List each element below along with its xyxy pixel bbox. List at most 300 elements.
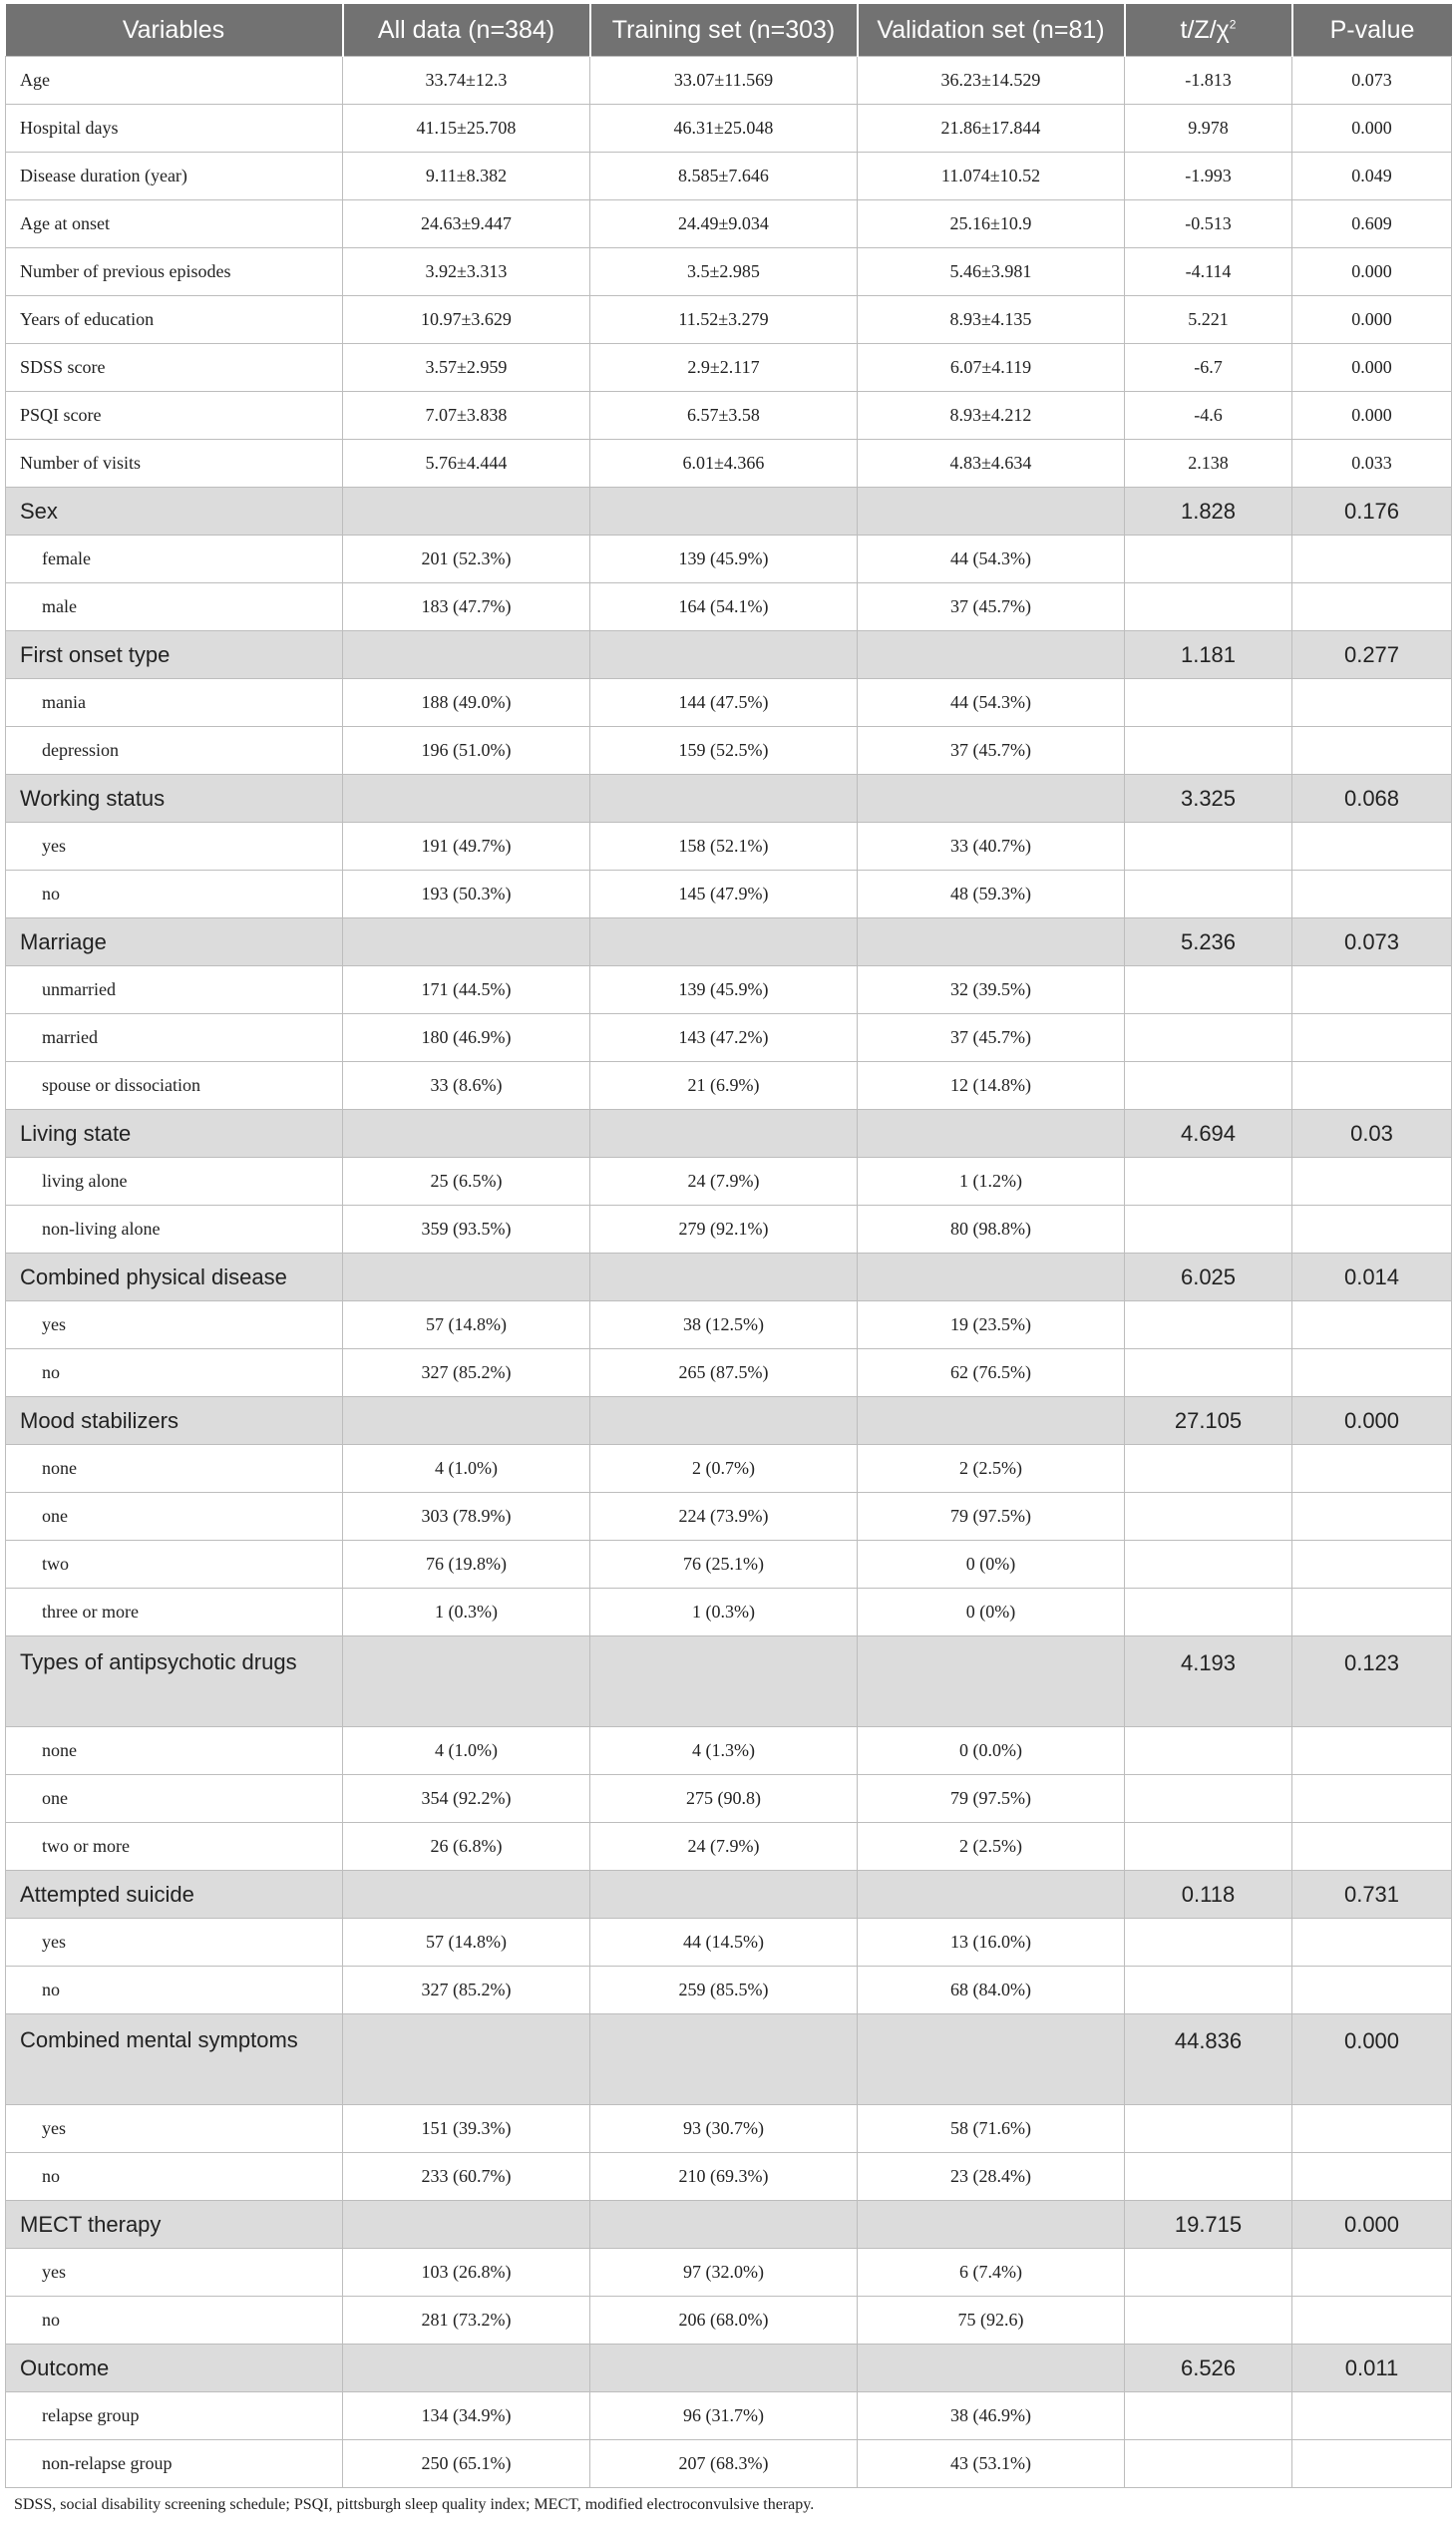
- cell-p-value: 0.731: [1292, 1871, 1452, 1919]
- cell-all-data: 196 (51.0%): [343, 727, 590, 775]
- table-row: [6, 1727, 1452, 1775]
- cell-all-data: 25 (6.5%): [343, 1158, 590, 1206]
- cell-all-data: [343, 2201, 590, 2249]
- table-row: [6, 1541, 1452, 1589]
- cell-all-data: 7.07±3.838: [343, 392, 590, 440]
- cell-training-set: [590, 1636, 858, 1727]
- cell-all-data: 191 (49.7%): [343, 823, 590, 871]
- cell-training-set: 6.01±4.366: [590, 440, 858, 488]
- cell-validation-set: [858, 1397, 1125, 1445]
- cell-training-set: 158 (52.1%): [590, 823, 858, 871]
- cell-p-value: [1292, 1541, 1452, 1589]
- table-row: [6, 1967, 1452, 2014]
- cell-validation-set: 5.46±3.981: [858, 248, 1125, 296]
- cell-statistic: [1125, 1589, 1292, 1636]
- cell-training-set: 46.31±25.048: [590, 105, 858, 153]
- cell-p-value: 0.609: [1292, 200, 1452, 248]
- cell-all-data: 57 (14.8%): [343, 1301, 590, 1349]
- cell-training-set: 275 (90.8): [590, 1775, 858, 1823]
- cell-all-data: 26 (6.8%): [343, 1823, 590, 1871]
- table-row: [6, 105, 1452, 153]
- cell-training-set: [590, 2345, 858, 2392]
- cell-training-set: 38 (12.5%): [590, 1301, 858, 1349]
- cell-variable: Number of previous episodes: [6, 248, 343, 296]
- cell-all-data: 151 (39.3%): [343, 2105, 590, 2153]
- cell-variable: MECT therapy: [6, 2201, 343, 2249]
- cell-p-value: [1292, 2105, 1452, 2153]
- cell-statistic: [1125, 823, 1292, 871]
- cell-training-set: [590, 488, 858, 536]
- cell-p-value: [1292, 1206, 1452, 1254]
- cell-p-value: 0.03: [1292, 1110, 1452, 1158]
- cell-p-value: [1292, 2440, 1452, 2488]
- cell-training-set: 24 (7.9%): [590, 1823, 858, 1871]
- cell-all-data: 327 (85.2%): [343, 1967, 590, 2014]
- cell-validation-set: 32 (39.5%): [858, 966, 1125, 1014]
- cell-all-data: 1 (0.3%): [343, 1589, 590, 1636]
- cell-statistic: [1125, 2392, 1292, 2440]
- cell-statistic: [1125, 1014, 1292, 1062]
- cell-validation-set: 0 (0%): [858, 1541, 1125, 1589]
- table-row: [6, 2392, 1452, 2440]
- table-row: [6, 1823, 1452, 1871]
- cell-validation-set: [858, 1254, 1125, 1301]
- cell-all-data: 3.92±3.313: [343, 248, 590, 296]
- cell-variable: Attempted suicide: [6, 1871, 343, 1919]
- cell-p-value: 0.000: [1292, 392, 1452, 440]
- cell-variable: Number of visits: [6, 440, 343, 488]
- cell-all-data: [343, 488, 590, 536]
- cell-validation-set: [858, 2014, 1125, 2105]
- cell-training-set: 279 (92.1%): [590, 1206, 858, 1254]
- cell-all-data: [343, 1871, 590, 1919]
- cell-validation-set: 37 (45.7%): [858, 727, 1125, 775]
- cell-all-data: 193 (50.3%): [343, 871, 590, 918]
- cell-training-set: [590, 1397, 858, 1445]
- cell-p-value: [1292, 1349, 1452, 1397]
- cell-variable: Mood stabilizers: [6, 1397, 343, 1445]
- header-p-value: P-value: [1292, 4, 1452, 57]
- cell-p-value: [1292, 2297, 1452, 2345]
- cell-p-value: [1292, 1727, 1452, 1775]
- cell-statistic: [1125, 1775, 1292, 1823]
- cell-p-value: [1292, 2153, 1452, 2201]
- table-row: [6, 536, 1452, 583]
- cell-all-data: 33 (8.6%): [343, 1062, 590, 1110]
- cell-all-data: 4 (1.0%): [343, 1727, 590, 1775]
- cell-training-set: 144 (47.5%): [590, 679, 858, 727]
- cell-variable: mania: [6, 679, 343, 727]
- table-row: [6, 1206, 1452, 1254]
- cell-training-set: 96 (31.7%): [590, 2392, 858, 2440]
- cell-training-set: 207 (68.3%): [590, 2440, 858, 2488]
- cell-p-value: [1292, 1158, 1452, 1206]
- cell-validation-set: 19 (23.5%): [858, 1301, 1125, 1349]
- cell-variable: two: [6, 1541, 343, 1589]
- cell-all-data: [343, 918, 590, 966]
- table-row: [6, 1062, 1452, 1110]
- cell-validation-set: 0 (0.0%): [858, 1727, 1125, 1775]
- cell-training-set: 206 (68.0%): [590, 2297, 858, 2345]
- cell-p-value: 0.000: [1292, 2014, 1452, 2105]
- cell-p-value: 0.011: [1292, 2345, 1452, 2392]
- cell-statistic: [1125, 536, 1292, 583]
- table-row: [6, 871, 1452, 918]
- cell-training-set: 2 (0.7%): [590, 1445, 858, 1493]
- cell-training-set: 259 (85.5%): [590, 1967, 858, 2014]
- table-row: [6, 2297, 1452, 2345]
- table-row: [6, 153, 1452, 200]
- cell-statistic: [1125, 1823, 1292, 1871]
- cell-p-value: [1292, 1823, 1452, 1871]
- cell-p-value: 0.033: [1292, 440, 1452, 488]
- cell-p-value: 0.000: [1292, 248, 1452, 296]
- header-statistic-superscript: 2: [1229, 17, 1237, 32]
- cell-validation-set: 36.23±14.529: [858, 57, 1125, 105]
- cell-variable: yes: [6, 823, 343, 871]
- cell-p-value: [1292, 823, 1452, 871]
- cell-validation-set: 8.93±4.135: [858, 296, 1125, 344]
- cell-validation-set: [858, 2345, 1125, 2392]
- cell-statistic: 19.715: [1125, 2201, 1292, 2249]
- cell-all-data: 201 (52.3%): [343, 536, 590, 583]
- cell-validation-set: 23 (28.4%): [858, 2153, 1125, 2201]
- cell-validation-set: 75 (92.6): [858, 2297, 1125, 2345]
- cell-variable: Working status: [6, 775, 343, 823]
- data-table: [5, 4, 1452, 2488]
- cell-validation-set: [858, 1636, 1125, 1727]
- cell-all-data: [343, 775, 590, 823]
- cell-training-set: 164 (54.1%): [590, 583, 858, 631]
- cell-statistic: [1125, 2440, 1292, 2488]
- header-training-set: Training set (n=303): [590, 4, 858, 57]
- cell-training-set: 210 (69.3%): [590, 2153, 858, 2201]
- cell-all-data: 76 (19.8%): [343, 1541, 590, 1589]
- cell-variable: Sex: [6, 488, 343, 536]
- table-row: [6, 1919, 1452, 1967]
- cell-validation-set: 2 (2.5%): [858, 1823, 1125, 1871]
- table-row: [6, 1871, 1452, 1919]
- cell-statistic: [1125, 1445, 1292, 1493]
- cell-all-data: 188 (49.0%): [343, 679, 590, 727]
- cell-variable: PSQI score: [6, 392, 343, 440]
- cell-validation-set: 79 (97.5%): [858, 1493, 1125, 1541]
- cell-validation-set: 4.83±4.634: [858, 440, 1125, 488]
- cell-training-set: 33.07±11.569: [590, 57, 858, 105]
- cell-p-value: [1292, 1967, 1452, 2014]
- cell-statistic: 6.526: [1125, 2345, 1292, 2392]
- cell-variable: none: [6, 1445, 343, 1493]
- cell-all-data: 103 (26.8%): [343, 2249, 590, 2297]
- table-row: [6, 1110, 1452, 1158]
- cell-training-set: [590, 775, 858, 823]
- cell-training-set: 93 (30.7%): [590, 2105, 858, 2153]
- cell-p-value: 0.000: [1292, 1397, 1452, 1445]
- table-row: [6, 1775, 1452, 1823]
- cell-statistic: [1125, 871, 1292, 918]
- table-row: [6, 918, 1452, 966]
- cell-p-value: 0.123: [1292, 1636, 1452, 1727]
- cell-variable: no: [6, 871, 343, 918]
- cell-training-set: 44 (14.5%): [590, 1919, 858, 1967]
- table-row: [6, 1397, 1452, 1445]
- cell-variable: male: [6, 583, 343, 631]
- cell-statistic: [1125, 2297, 1292, 2345]
- table-row: [6, 2249, 1452, 2297]
- cell-all-data: [343, 2345, 590, 2392]
- cell-all-data: 5.76±4.444: [343, 440, 590, 488]
- cell-statistic: -0.513: [1125, 200, 1292, 248]
- header-validation-set: Validation set (n=81): [858, 4, 1125, 57]
- cell-variable: Hospital days: [6, 105, 343, 153]
- cell-p-value: [1292, 583, 1452, 631]
- cell-p-value: [1292, 2249, 1452, 2297]
- cell-validation-set: [858, 488, 1125, 536]
- cell-validation-set: 62 (76.5%): [858, 1349, 1125, 1397]
- cell-validation-set: [858, 631, 1125, 679]
- cell-statistic: 44.836: [1125, 2014, 1292, 2105]
- cell-all-data: 233 (60.7%): [343, 2153, 590, 2201]
- cell-variable: First onset type: [6, 631, 343, 679]
- cell-variable: unmarried: [6, 966, 343, 1014]
- cell-variable: no: [6, 2153, 343, 2201]
- cell-statistic: [1125, 1301, 1292, 1349]
- cell-statistic: -4.114: [1125, 248, 1292, 296]
- cell-training-set: 3.5±2.985: [590, 248, 858, 296]
- cell-variable: yes: [6, 2105, 343, 2153]
- cell-statistic: [1125, 1062, 1292, 1110]
- cell-all-data: 171 (44.5%): [343, 966, 590, 1014]
- cell-statistic: [1125, 1967, 1292, 2014]
- cell-p-value: 0.000: [1292, 2201, 1452, 2249]
- cell-validation-set: 44 (54.3%): [858, 536, 1125, 583]
- cell-training-set: [590, 2014, 858, 2105]
- table-row: [6, 727, 1452, 775]
- cell-validation-set: 11.074±10.52: [858, 153, 1125, 200]
- cell-p-value: [1292, 1014, 1452, 1062]
- cell-all-data: 359 (93.5%): [343, 1206, 590, 1254]
- cell-all-data: [343, 2014, 590, 2105]
- cell-p-value: [1292, 871, 1452, 918]
- table-row: [6, 775, 1452, 823]
- cell-all-data: 281 (73.2%): [343, 2297, 590, 2345]
- cell-p-value: [1292, 679, 1452, 727]
- table-row: [6, 2105, 1452, 2153]
- cell-variable: Types of antipsychotic drugs: [6, 1636, 343, 1727]
- cell-validation-set: 44 (54.3%): [858, 679, 1125, 727]
- table-row: [6, 1301, 1452, 1349]
- cell-variable: yes: [6, 1919, 343, 1967]
- cell-variable: living alone: [6, 1158, 343, 1206]
- cell-statistic: 4.193: [1125, 1636, 1292, 1727]
- cell-p-value: [1292, 1493, 1452, 1541]
- cell-validation-set: 6 (7.4%): [858, 2249, 1125, 2297]
- cell-variable: Combined physical disease: [6, 1254, 343, 1301]
- table-row: [6, 200, 1452, 248]
- cell-statistic: [1125, 2105, 1292, 2153]
- cell-p-value: 0.049: [1292, 153, 1452, 200]
- cell-p-value: 0.073: [1292, 918, 1452, 966]
- cell-validation-set: 43 (53.1%): [858, 2440, 1125, 2488]
- cell-statistic: 5.221: [1125, 296, 1292, 344]
- cell-statistic: -6.7: [1125, 344, 1292, 392]
- cell-statistic: [1125, 966, 1292, 1014]
- cell-all-data: 4 (1.0%): [343, 1445, 590, 1493]
- cell-all-data: 9.11±8.382: [343, 153, 590, 200]
- cell-all-data: 10.97±3.629: [343, 296, 590, 344]
- cell-p-value: [1292, 536, 1452, 583]
- cell-statistic: -1.813: [1125, 57, 1292, 105]
- cell-statistic: 6.025: [1125, 1254, 1292, 1301]
- cell-variable: non-relapse group: [6, 2440, 343, 2488]
- cell-p-value: [1292, 1589, 1452, 1636]
- cell-validation-set: 37 (45.7%): [858, 583, 1125, 631]
- cell-p-value: [1292, 1445, 1452, 1493]
- cell-p-value: 0.000: [1292, 105, 1452, 153]
- cell-p-value: [1292, 1062, 1452, 1110]
- cell-p-value: 0.014: [1292, 1254, 1452, 1301]
- cell-all-data: [343, 1636, 590, 1727]
- cell-validation-set: [858, 1110, 1125, 1158]
- cell-all-data: [343, 631, 590, 679]
- cell-statistic: 1.828: [1125, 488, 1292, 536]
- cell-validation-set: [858, 918, 1125, 966]
- cell-training-set: [590, 1110, 858, 1158]
- cell-statistic: 9.978: [1125, 105, 1292, 153]
- cell-training-set: 97 (32.0%): [590, 2249, 858, 2297]
- cell-variable: Disease duration (year): [6, 153, 343, 200]
- cell-p-value: 0.176: [1292, 488, 1452, 536]
- table-body: [6, 57, 1452, 2488]
- table-row: [6, 488, 1452, 536]
- cell-variable: Living state: [6, 1110, 343, 1158]
- table-footnote: SDSS, social disability screening schedule; PSQI, pittsburgh sleep quality index; MECT, modified electroconvulsive therapy.: [14, 2496, 815, 2513]
- table-row: [6, 1254, 1452, 1301]
- cell-validation-set: 13 (16.0%): [858, 1919, 1125, 1967]
- cell-variable: one: [6, 1493, 343, 1541]
- cell-variable: Age at onset: [6, 200, 343, 248]
- cell-statistic: [1125, 2249, 1292, 2297]
- cell-variable: female: [6, 536, 343, 583]
- cell-training-set: 139 (45.9%): [590, 536, 858, 583]
- cell-statistic: [1125, 727, 1292, 775]
- cell-p-value: [1292, 727, 1452, 775]
- table-row: [6, 344, 1452, 392]
- cell-all-data: 24.63±9.447: [343, 200, 590, 248]
- cell-validation-set: [858, 2201, 1125, 2249]
- cell-training-set: 8.585±7.646: [590, 153, 858, 200]
- table-row: [6, 2153, 1452, 2201]
- cell-variable: spouse or dissociation: [6, 1062, 343, 1110]
- cell-training-set: [590, 2201, 858, 2249]
- cell-variable: three or more: [6, 1589, 343, 1636]
- cell-validation-set: [858, 775, 1125, 823]
- cell-variable: non-living alone: [6, 1206, 343, 1254]
- cell-training-set: 21 (6.9%): [590, 1062, 858, 1110]
- cell-variable: Combined mental symptoms: [6, 2014, 343, 2105]
- cell-p-value: [1292, 1301, 1452, 1349]
- cell-training-set: 143 (47.2%): [590, 1014, 858, 1062]
- header-all-data: All data (n=384): [343, 4, 590, 57]
- cell-variable: Marriage: [6, 918, 343, 966]
- cell-variable: two or more: [6, 1823, 343, 1871]
- cell-statistic: [1125, 1158, 1292, 1206]
- cell-validation-set: 37 (45.7%): [858, 1014, 1125, 1062]
- cell-statistic: -4.6: [1125, 392, 1292, 440]
- header-statistic-label: t/Z/χ: [1180, 15, 1230, 44]
- cell-training-set: 2.9±2.117: [590, 344, 858, 392]
- cell-training-set: 224 (73.9%): [590, 1493, 858, 1541]
- cell-training-set: 76 (25.1%): [590, 1541, 858, 1589]
- table-row: [6, 631, 1452, 679]
- cell-statistic: 3.325: [1125, 775, 1292, 823]
- table-row: [6, 1636, 1452, 1727]
- cell-variable: SDSS score: [6, 344, 343, 392]
- cell-all-data: [343, 1110, 590, 1158]
- cell-validation-set: 48 (59.3%): [858, 871, 1125, 918]
- cell-all-data: 303 (78.9%): [343, 1493, 590, 1541]
- cell-validation-set: 1 (1.2%): [858, 1158, 1125, 1206]
- cell-variable: yes: [6, 1301, 343, 1349]
- table-row: [6, 392, 1452, 440]
- cell-variable: yes: [6, 2249, 343, 2297]
- cell-p-value: 0.000: [1292, 344, 1452, 392]
- cell-training-set: 4 (1.3%): [590, 1727, 858, 1775]
- cell-validation-set: 33 (40.7%): [858, 823, 1125, 871]
- cell-statistic: 4.694: [1125, 1110, 1292, 1158]
- cell-all-data: [343, 1397, 590, 1445]
- cell-variable: none: [6, 1727, 343, 1775]
- cell-all-data: 57 (14.8%): [343, 1919, 590, 1967]
- cell-validation-set: 79 (97.5%): [858, 1775, 1125, 1823]
- cell-p-value: 0.068: [1292, 775, 1452, 823]
- table-row: [6, 1014, 1452, 1062]
- cell-statistic: 5.236: [1125, 918, 1292, 966]
- cell-p-value: [1292, 1919, 1452, 1967]
- cell-p-value: 0.277: [1292, 631, 1452, 679]
- cell-statistic: [1125, 2153, 1292, 2201]
- cell-all-data: 134 (34.9%): [343, 2392, 590, 2440]
- table-row: [6, 1589, 1452, 1636]
- cell-all-data: 3.57±2.959: [343, 344, 590, 392]
- cell-variable: depression: [6, 727, 343, 775]
- cell-statistic: [1125, 679, 1292, 727]
- cell-variable: relapse group: [6, 2392, 343, 2440]
- table-row: [6, 1445, 1452, 1493]
- cell-statistic: 27.105: [1125, 1397, 1292, 1445]
- cell-p-value: [1292, 966, 1452, 1014]
- cell-all-data: 250 (65.1%): [343, 2440, 590, 2488]
- cell-statistic: -1.993: [1125, 153, 1292, 200]
- cell-statistic: 2.138: [1125, 440, 1292, 488]
- table-header-row: [6, 4, 1452, 57]
- cell-training-set: 1 (0.3%): [590, 1589, 858, 1636]
- cell-training-set: 159 (52.5%): [590, 727, 858, 775]
- cell-validation-set: 58 (71.6%): [858, 2105, 1125, 2153]
- cell-variable: no: [6, 1349, 343, 1397]
- table-row: [6, 1158, 1452, 1206]
- cell-validation-set: 12 (14.8%): [858, 1062, 1125, 1110]
- cell-validation-set: 68 (84.0%): [858, 1967, 1125, 2014]
- cell-validation-set: 0 (0%): [858, 1589, 1125, 1636]
- table-row: [6, 1349, 1452, 1397]
- cell-training-set: 139 (45.9%): [590, 966, 858, 1014]
- table-row: [6, 679, 1452, 727]
- cell-statistic: 0.118: [1125, 1871, 1292, 1919]
- cell-validation-set: 6.07±4.119: [858, 344, 1125, 392]
- cell-statistic: [1125, 1493, 1292, 1541]
- cell-statistic: [1125, 1727, 1292, 1775]
